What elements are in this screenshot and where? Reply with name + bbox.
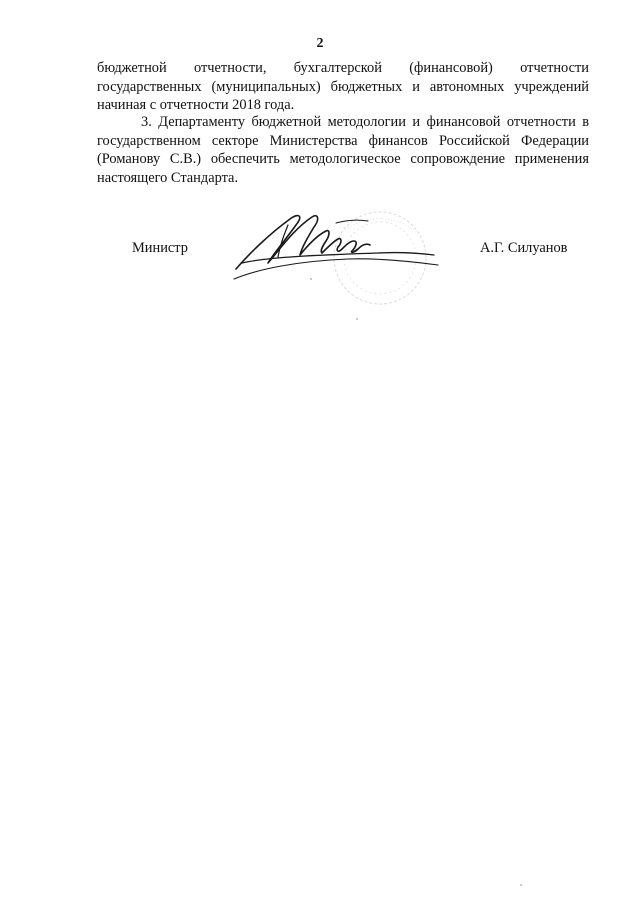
- scan-speck: [310, 278, 312, 280]
- signatory-name: А.Г. Силуанов: [480, 240, 568, 256]
- signature-block: [0, 240, 640, 260]
- scan-speck: [356, 318, 358, 320]
- signatory-title: Министр: [132, 240, 188, 256]
- paragraph-item-3: 3. Департаменту бюджетной методологии и финансовой отчетности в государственном секторе Министерства финансов Российской Федерации (Романову С.В.) обеспечить методологическое сопровождение применения настоящего Стандарта.: [97, 114, 589, 186]
- paragraph-continuation: бюджетной отчетности, бухгалтерской (финансовой) отчетности государственных (муниципальных) бюджетных и автономных учреждений начиная с отчетности 2018 года.: [97, 60, 589, 113]
- scan-speck: [520, 884, 522, 886]
- page-number: 2: [316, 36, 324, 51]
